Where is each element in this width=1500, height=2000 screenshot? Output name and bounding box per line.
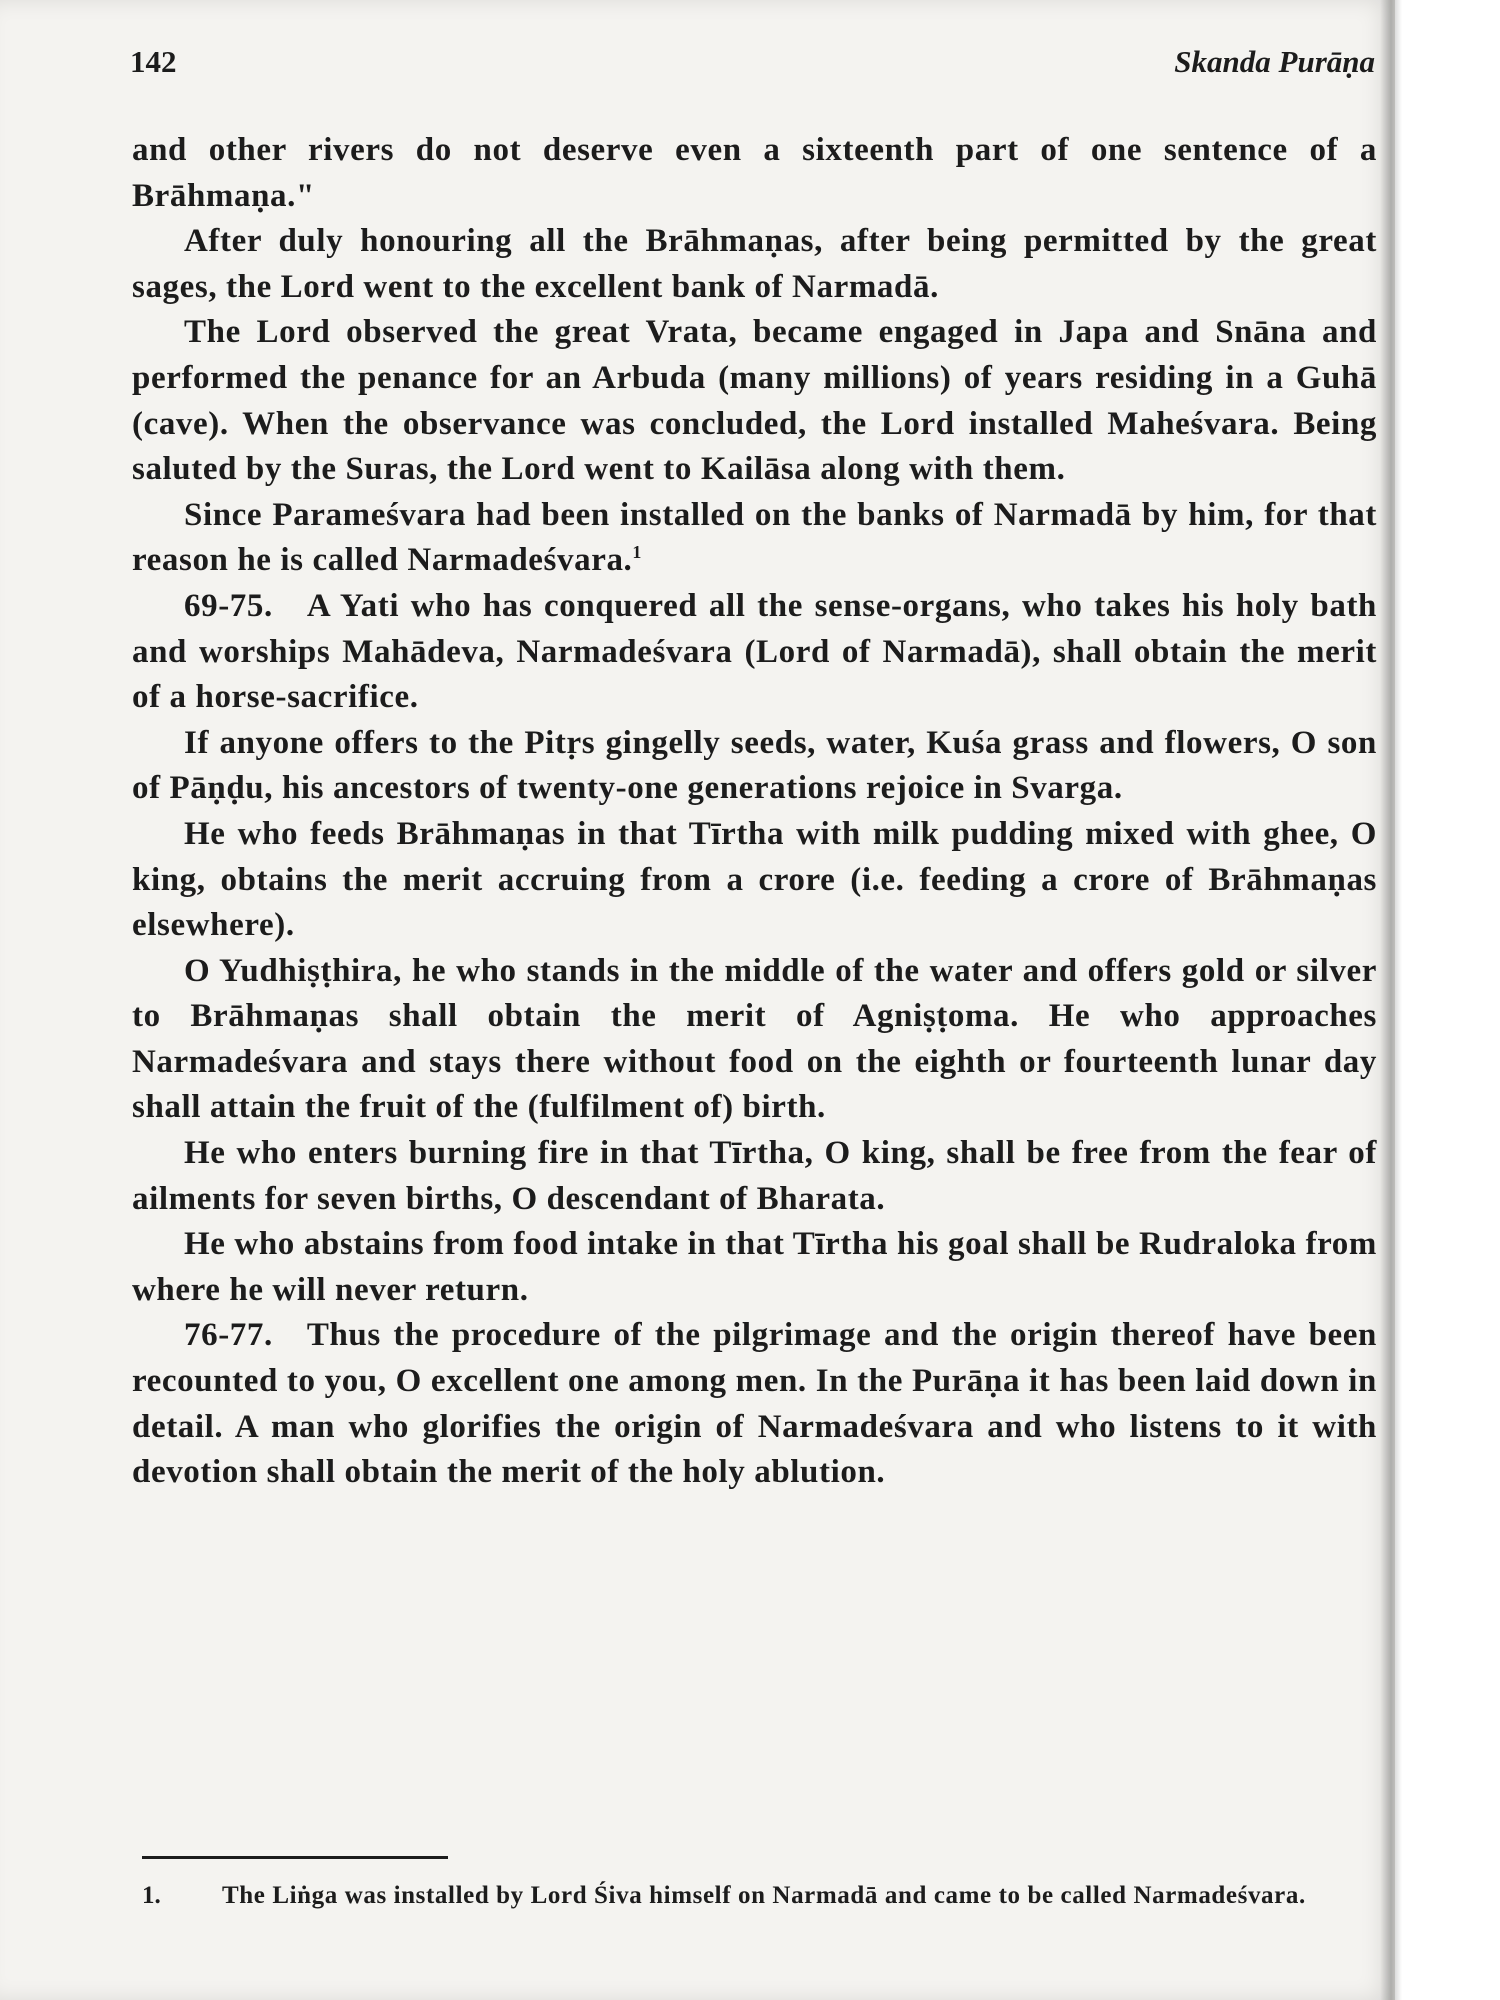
verse-number-69-75: 69-75.: [184, 587, 273, 624]
running-title: Skanda Purāṇa: [1174, 44, 1375, 79]
footnote-reference: 1: [632, 542, 643, 563]
paragraph-11-text: Thus the procedure of the pilgrimage and the origin thereof have been recounted to you, O excellent one among men. In the Purāṇa it has been laid down in detail. A man who glorifies the origin of Narmadeśvara and who listens to it with devotion shall obtain the merit of the holy ablution.: [132, 1317, 1377, 1491]
paragraph-6: If anyone offers to the Pitṛs gingelly seeds, water, Kuśa grass and flowers, O son of Pāṇḍu, his ancestors of twenty-one generations rejoice in Svarga.: [132, 724, 1377, 807]
footnote-divider: [142, 1856, 448, 1859]
paragraph-9: He who enters burning fire in that Tīrtha, O king, shall be free from the fear of ailments for seven births, O descendant of Bharata.: [132, 1135, 1377, 1217]
paragraph-4-text: Since Parameśvara had been installed on the banks of Narmadā by him, for that reason he is called Narmadeśvara.: [132, 496, 1377, 579]
paragraph-3: The Lord observed the great Vrata, became engaged in Japa and Snāna and performed the penance for an Arbuda (many millions) of years residing in a Guhā (cave). When the observance was concluded, the Lord installed Maheśvara. Being saluted by the Suras, the Lord went to Kailāsa along with them.: [132, 314, 1377, 488]
paragraph-2: After duly honouring all the Brāhmaṇas, after being permitted by the great sages, the Lord went to the excellent bank of Narmadā.: [132, 223, 1377, 305]
verse-number-76-77: 76-77.: [184, 1317, 273, 1354]
paragraph-1: and other rivers do not deserve even a sixteenth part of one sentence of a Brāhmaṇa.": [132, 132, 1377, 214]
paragraph-4: [132, 493, 1377, 584]
page-number: 142: [130, 44, 177, 79]
body-text: [132, 128, 1377, 1496]
page-gutter-shadow: [1380, 0, 1402, 2000]
footnote-text: The Liṅga was installed by Lord Śiva himself on Narmadā and came to be called Narmadeśvara.: [222, 1882, 1306, 1909]
paragraph-10: He who abstains from food intake in that Tīrtha his goal shall be Rudraloka from where he will never return.: [132, 1226, 1377, 1308]
paragraph-5-text: A Yati who has conquered all the sense-organs, who takes his holy bath and worships Mahādeva, Narmadeśvara (Lord of Narmadā), shall obtain the merit of a horse-sacrifice.: [132, 587, 1377, 716]
paragraph-8: O Yudhiṣṭhira, he who stands in the middle of the water and offers gold or silver to Brāhmaṇas shall obtain the merit of Agniṣṭoma. He who approaches Narmadeśvara and stays there without food on the eighth or fourteenth lunar day shall attain the fruit of the (fulfilment of) birth.: [132, 952, 1377, 1126]
paragraph-11: [132, 1313, 1377, 1495]
paragraph-5: [132, 584, 1377, 721]
paragraph-7: He who feeds Brāhmaṇas in that Tīrtha with milk pudding mixed with ghee, O king, obtains the merit accruing from a crore (i.e. feeding a crore of Brāhmaṇas elsewhere).: [132, 815, 1377, 944]
footnote-number: 1.: [142, 1882, 161, 1909]
